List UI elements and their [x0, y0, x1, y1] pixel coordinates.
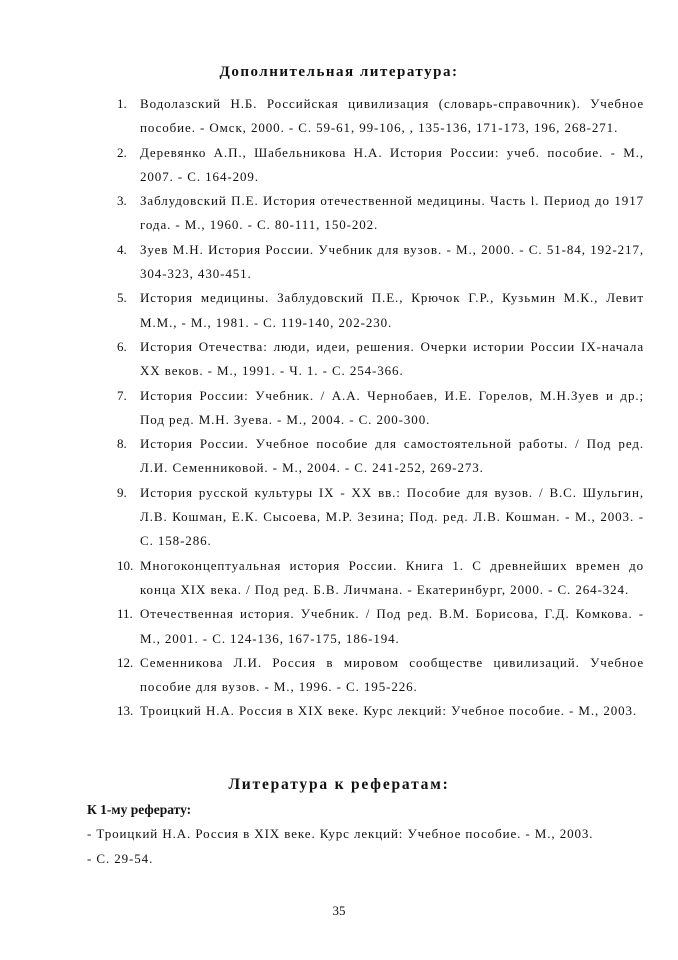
heading-essay-literature: Литература к рефератам: [228, 776, 450, 793]
reference-text: История русской культуры IX - XX вв.: Пособие для вузов. / В.С. Шульгин, Л.В. Кошман, Е.К. Сысоева, М.Р. Зезина; Под. ред. Л.В. Кошман. - М., 2003. - С. 158-286. [140, 484, 644, 549]
reference-number: 4. [117, 241, 127, 257]
reference-item [0, 92, 678, 141]
reference-text: История Отечества: люди, идеи, решения. Очерки истории России IX-начала XX веков. - М., 1991. - Ч. 1. - С. 254-366. [140, 338, 644, 379]
reference-number: 5. [117, 290, 127, 306]
reference-item [0, 602, 678, 651]
reference-item [0, 189, 678, 238]
reference-text: Водолазский Н.Б. Российская цивилизация (словарь-справочник). Учебное пособие. - Омск, 2000. - С. 59-61, 99-106, , 135-136, 171-173, 196, 268-271. [140, 96, 644, 136]
reference-text: Отечественная история. Учебник. / Под ред. В.М. Борисова, Г.Д. Комкова. - М., 2001. - С. 124-136, 167-175, 186-194. [140, 606, 644, 646]
reference-number: 1. [117, 96, 127, 111]
reference-text: Заблудовский П.Е. История отечественной медицины. Часть l. Период до 1917 года. - М., 1960. - С. 80-111, 150-202. [140, 193, 644, 233]
page-number: 35 [332, 903, 346, 918]
reference-item [0, 141, 678, 190]
reference-text: Деревянко А.П., Шабельникова Н.А. История России: учеб. пособие. - М., 2007. - С. 164-209. [140, 144, 644, 184]
reference-item [0, 238, 678, 287]
reference-text: История России. Учебное пособие для самостоятельной работы. / Под ред. Л.И. Семенниковой. - М., 2004. - С. 241-252, 269-273. [140, 436, 644, 476]
reference-number: 13. [117, 703, 134, 719]
reference-number: 7. [117, 387, 127, 403]
reference-number: 12. [117, 654, 134, 670]
reference-number: 6. [117, 338, 127, 354]
reference-item [0, 384, 678, 433]
reference-number: 2. [117, 144, 127, 160]
reference-number: 9. [117, 484, 127, 500]
reference-number: 10. [117, 557, 134, 573]
essay-1-reference-line: - Троицкий Н.А. Россия в XIX веке. Курс лекций: Учебное пособие. - М., 2003. [87, 826, 594, 841]
reference-item [0, 699, 678, 723]
reference-text: Семенникова Л.И. Россия в мировом сообществе цивилизаций. Учебное пособие для вузов. - М., 1996. - С. 195-226. [140, 654, 644, 695]
reference-number: 8. [117, 436, 127, 452]
reference-item [0, 432, 678, 481]
reference-text: История медицины. Заблудовский П.Е., Крючок Г.Р., Кузьмин М.К., Левит М.М., - М., 1981. - С. 119-140, 202-230. [140, 290, 644, 330]
reference-list [0, 92, 678, 724]
reference-text: Троицкий Н.А. Россия в XIX веке. Курс лекций: Учебное пособие. - М., 2003. [140, 703, 638, 719]
reference-item [0, 286, 678, 335]
reference-item [0, 651, 678, 700]
reference-text: История России: Учебник. / А.А. Чернобаев, И.Е. Горелов, М.Н.Зуев и др.; Под ред. М.Н. Зуева. - М., 2004. - С. 200-300. [140, 387, 644, 427]
reference-number: 11. [117, 606, 133, 622]
reference-text: Многоконцептуальная история России. Книга 1. С древнейших времен до конца XIX века. / Под ред. Б.В. Личмана. - Екатеринбург, 2000. - С. 264-324. [140, 557, 644, 597]
essay-1-title: К 1-му реферату: [87, 802, 192, 817]
reference-item [0, 335, 678, 384]
essay-1-reference-line-continued: - С. 29-54. [87, 851, 154, 866]
reference-item [0, 481, 678, 554]
reference-number: 3. [117, 193, 127, 209]
reference-item [0, 554, 678, 603]
heading-additional-literature: Дополнительная литература: [219, 64, 459, 80]
reference-text: Зуев М.Н. История России. Учебник для вузов. - М., 2000. - С. 51-84, 192-217, 304-323, 430-451. [140, 241, 644, 282]
